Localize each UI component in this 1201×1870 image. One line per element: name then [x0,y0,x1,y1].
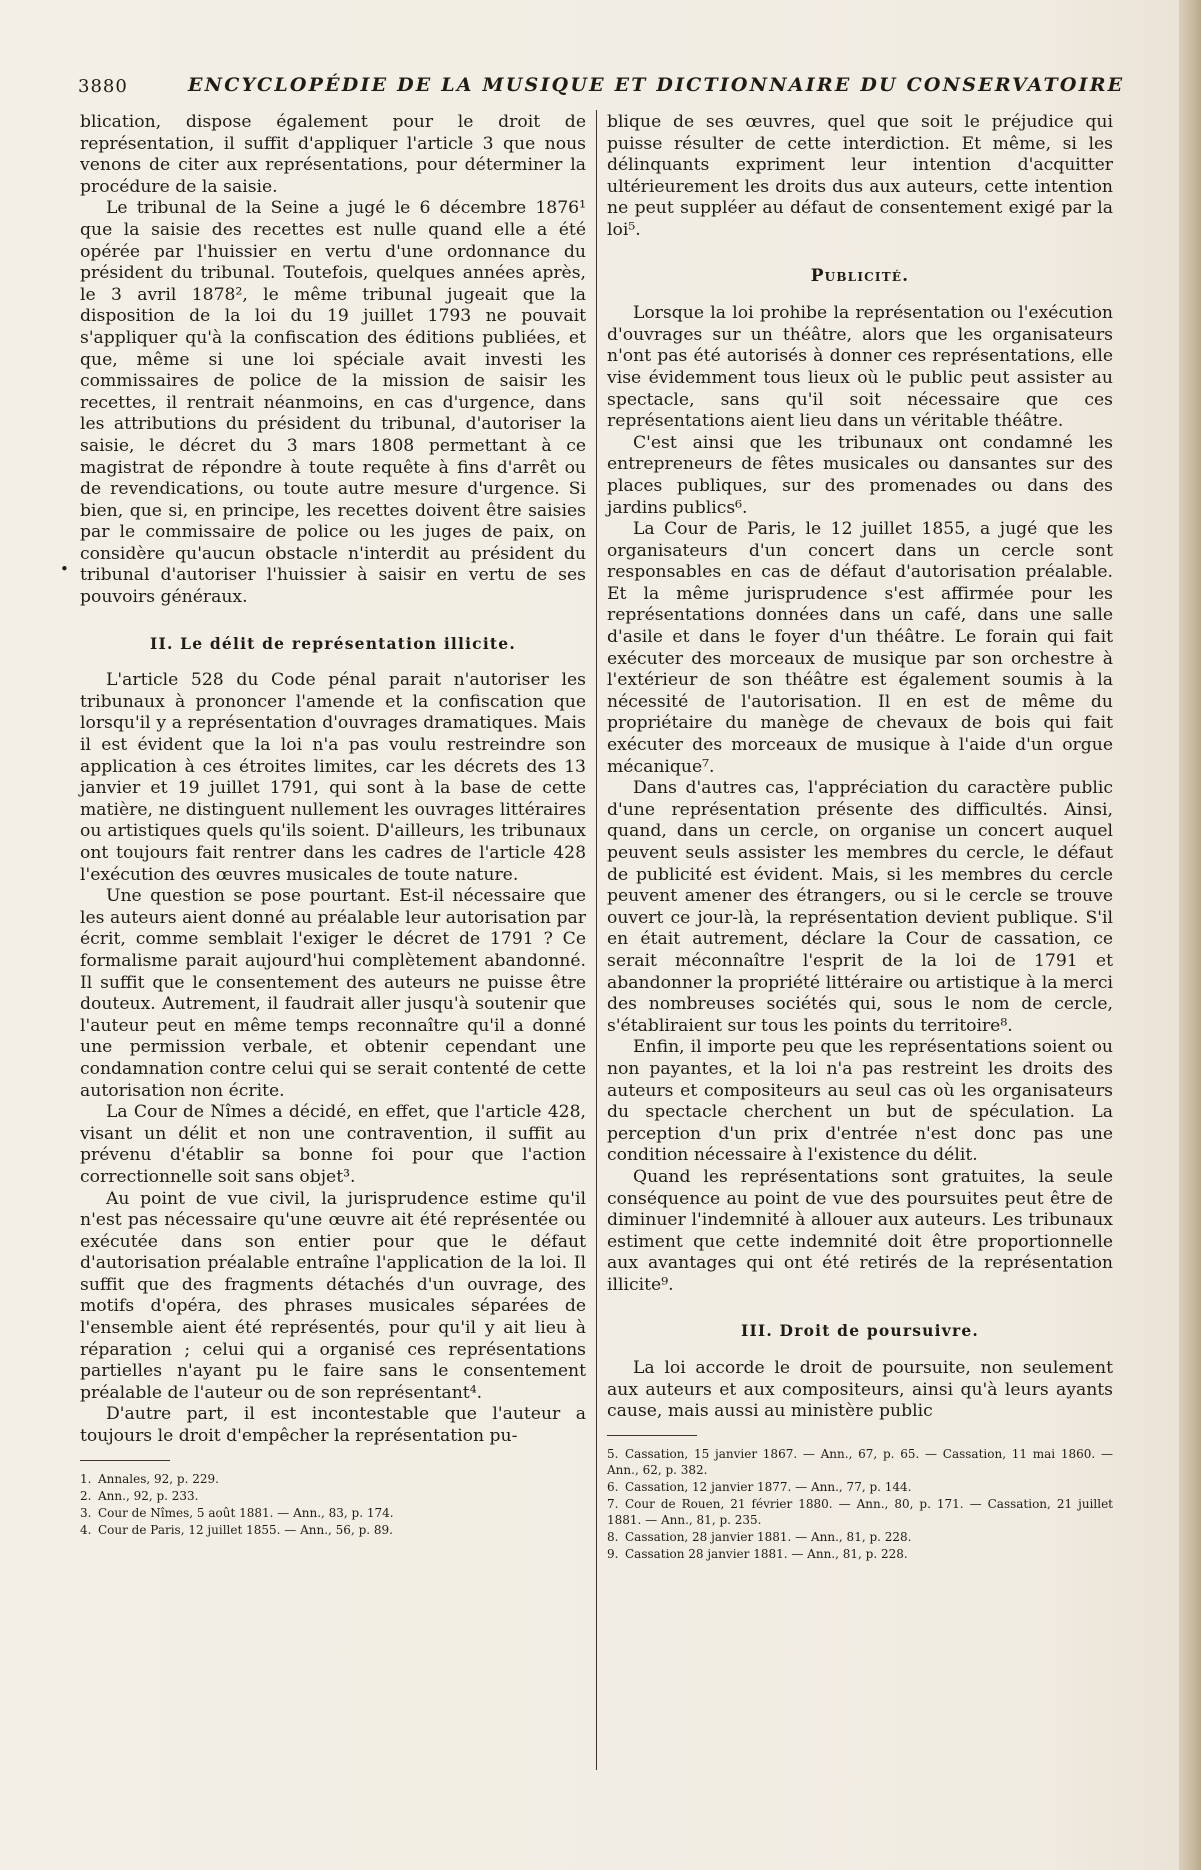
footnote [80,1488,586,1504]
footnote-text: Cassation, 12 janvier 1877. — Ann., 77, p. 144. [625,1479,912,1494]
footnote-number: 9. [607,1546,619,1561]
footnote-text: Ann., 92, p. 233. [98,1488,199,1503]
footnote [80,1522,586,1538]
footnote-text: Cour de Nîmes, 5 août 1881. — Ann., 83, p. 174. [98,1505,394,1520]
left-column [80,112,586,1539]
footnote-text: Cassation, 28 janvier 1881. — Ann., 81, p. 228. [625,1529,912,1544]
running-title: ENCYCLOPÉDIE DE LA MUSIQUE ET DICTIONNAIRE DU CONSERVATOIRE [188,74,1125,96]
paragraph: La Cour de Paris, le 12 juillet 1855, a jugé que les organisateurs d'un concert dans un cercle sont responsables en cas de défaut d'autorisation préalable. Et la même jurisprudence s'est affirmée pour les représentations données dans un café, dans une salle d'asile et dans le foyer d'un théâtre. Le forain qui fait exécuter des morceaux de musique par son orchestre à l'extérieur de son théâtre est également soumis à la nécessité de l'autorisation. Il en est de même du propriétaire du manège de chevaux de bois qui fait exécuter des morceaux de musique à l'aide d'un orgue mécanique⁷. [607,519,1113,777]
paragraph: Lorsque la loi prohibe la représentation ou l'exécution d'ouvrages sur un théâtre, alors que les organisateurs n'ont pas été autorisés à donner ces représentations, elle vise évidemment tous lieux où le public peut assister au spectacle, sans qu'il soit nécessaire que ces représentations aient lieu dans un véritable théâtre. [607,303,1113,432]
footnote-rule [607,1435,697,1436]
paragraph: Enfin, il importe peu que les représentations soient ou non payantes, et la loi n'a pas restreint les droits des auteurs et compositeurs au seul cas où les organisateurs du spectacle cherchent un but de spéculation. La perception d'un prix d'entrée n'est donc pas une condition nécessaire à l'existence du délit. [607,1037,1113,1166]
paragraph: D'autre part, il est incontestable que l'auteur a toujours le droit d'empêcher la représentation pu- [80,1404,586,1447]
book-spine-shadow [1179,0,1201,1870]
paragraph: Dans d'autres cas, l'appréciation du caractère public d'une représentation présente des difficultés. Ainsi, quand, dans un cercle, on organise un concert auquel peuvent seuls assister les membres du cercle, le défaut de publicité est évident. Mais, si les membres du cercle peuvent amener des étrangers, ou si le cercle se trouve ouvert ce jour-là, la représentation devient publique. S'il en était autrement, déclare la Cour de cassation, ce serait méconnaître l'esprit de la loi de 1791 et abandonner la propriété littéraire ou artistique à la merci des nombreuses sociétés qui, sous le nom de cercle, s'établiraient sur tous les points du territoire⁸. [607,778,1113,1036]
section-title: Publicité. [810,265,910,286]
footnote-text: Cassation, 15 janvier 1867. — Ann., 67, p. 65. — Cassation, 11 mai 1860. — Ann., 62, p. 382. [607,1446,1113,1477]
paragraph: blique de ses œuvres, quel que soit le préjudice qui puisse résulter de cette interdiction. Et même, si les délinquants expriment leur intention d'acquitter ultérieurement les droits dus aux auteurs, cette intention ne peut suppléer au défaut de consentement exigé par la loi⁵. [607,112,1113,240]
footnote-number: 4. [80,1522,92,1537]
footnote [607,1446,1113,1478]
footnote-number: 2. [80,1488,92,1503]
footnote-rule [80,1460,170,1461]
footnote [607,1529,1113,1545]
paragraph: La loi accorde le droit de poursuite, non seulement aux auteurs et aux compositeurs, ainsi qu'à leurs ayants cause, mais aussi au ministère public [607,1358,1113,1422]
footnote-number: 1. [80,1471,92,1486]
footnote [80,1471,586,1487]
footnote [607,1479,1113,1495]
paragraph: L'article 528 du Code pénal parait n'autoriser les tribunaux à prononcer l'amende et la confiscation que lorsqu'il y a représentation d'ouvrages dramatiques. Mais il est évident que la loi n'a pas voulu restreindre son application à ces étroites limites, car les décrets des 13 janvier et 19 juillet 1791, qui sont à la base de cette matière, ne distinguent nullement les ouvrages littéraires ou artistiques quels qu'ils soient. D'ailleurs, les tribunaux ont toujours fait rentrer dans les cadres de l'article 428 l'exécution des œuvres musicales de toute nature. [80,670,586,885]
footnote-number: 3. [80,1505,92,1520]
footnote-number: 8. [607,1529,619,1544]
column-divider [596,110,597,1770]
footnote-text: Cassation 28 janvier 1881. — Ann., 81, p. 228. [625,1546,908,1561]
paragraph: Une question se pose pourtant. Est-il nécessaire que les auteurs aient donné au préalable leur autorisation par écrit, comme semblait l'exiger le décret de 1791 ? Ce formalisme parait aujourd'hui complètement abandonné. Il suffit que le consentement des auteurs ne puisse être douteux. Autrement, il faudrait aller jusqu'à soutenir que l'auteur peut en même temps reconnaître qu'il a donné une permission verbale, et obtenir cependant une condamnation contre celui qui se serait contenté de cette autorisation non écrite. [80,886,586,1101]
paragraph: Le tribunal de la Seine a jugé le 6 décembre 1876¹ que la saisie des recettes est nulle quand elle a été opérée par l'huissier en vertu d'une ordonnance du président du tribunal. Toutefois, quelques années après, le 3 avril 1878², le même tribunal jugeait que la disposition de la loi du 19 juillet 1793 ne pouvait s'appliquer qu'à la confiscation des éditions publiées, et que, même si une loi spéciale avait investi les commissaires de police de la mission de saisir les recettes, il rentrait néanmoins, en cas d'urgence, dans les attributions du président du tribunal, d'autoriser la saisie, le décret du 3 mars 1808 permettant à ce magistrat de répondre à toute requête à fins d'arrêt ou de revendications, ou toute autre mesure d'urgence. Si bien, que si, en principe, les recettes doivent être saisies par le commissaire de police ou les juges de paix, on considère qu'aucun obstacle n'interdit au président du tribunal d'autoriser l'huissier à saisir en vertu de ses pouvoirs généraux. [80,198,586,608]
section-title: III. Droit de poursuivre. [741,1321,979,1341]
footnotes-left [80,1471,586,1538]
paragraph: C'est ainsi que les tribunaux ont condamné les entrepreneurs de fêtes musicales ou dansantes sur des places publiques, sur des promenades ou dans des jardins publics⁶. [607,432,1113,518]
page-number: 3880 [78,76,128,97]
page-header [78,74,1125,100]
footnote-text: Cour de Paris, 12 juillet 1855. — Ann., 56, p. 89. [98,1522,393,1537]
paragraph: La Cour de Nîmes a décidé, en effet, que l'article 428, visant un délit et non une contravention, il suffit au prévenu d'établir sa bonne foi pour que l'action correctionnelle soit sans objet³. [80,1102,586,1187]
footnotes-right [607,1446,1113,1562]
right-column [607,112,1113,1563]
footnote-number: 5. [607,1446,619,1461]
footnote-text: Annales, 92, p. 229. [98,1471,219,1486]
footnote [607,1546,1113,1562]
paragraph: Quand les représentations sont gratuites, la seule conséquence au point de vue des poursuites peut être de diminuer l'indemnité à allouer aux auteurs. Les tribunaux estiment que cette indemnité doit être proportionnelle aux avantages qui ont été retirés de la représentation illicite⁹. [607,1166,1113,1295]
footnote [80,1505,586,1521]
section-title: II. Le délit de représentation illicite. [150,633,516,653]
footnote-number: 7. [607,1496,619,1511]
margin-bullet: • [60,560,69,578]
footnote-text: Cour de Rouen, 21 février 1880. — Ann., 80, p. 171. — Cassation, 21 juillet 1881. — Ann., 81, p. 235. [607,1496,1113,1527]
footnote-number: 6. [607,1479,619,1494]
paragraph: Au point de vue civil, la jurisprudence estime qu'il n'est pas nécessaire qu'une œuvre ait été représentée ou exécutée dans son entier pour que le défaut d'autorisation préalable entraîne l'application de la loi. Il suffit que des fragments détachés d'un ouvrage, des motifs d'opéra, des phrases musicales séparées de l'ensemble aient été représentés, pour qu'il y ait lieu à réparation ; celui qui a organisé ces représentations partielles n'ayant pu le faire sans le consentement préalable de l'auteur ou de son représentant⁴. [80,1188,586,1403]
paragraph: blication, dispose également pour le droit de représentation, il suffit d'appliquer l'article 3 que nous venons de citer aux représentations, pour déterminer la procédure de la saisie. [80,112,586,197]
footnote [607,1496,1113,1528]
